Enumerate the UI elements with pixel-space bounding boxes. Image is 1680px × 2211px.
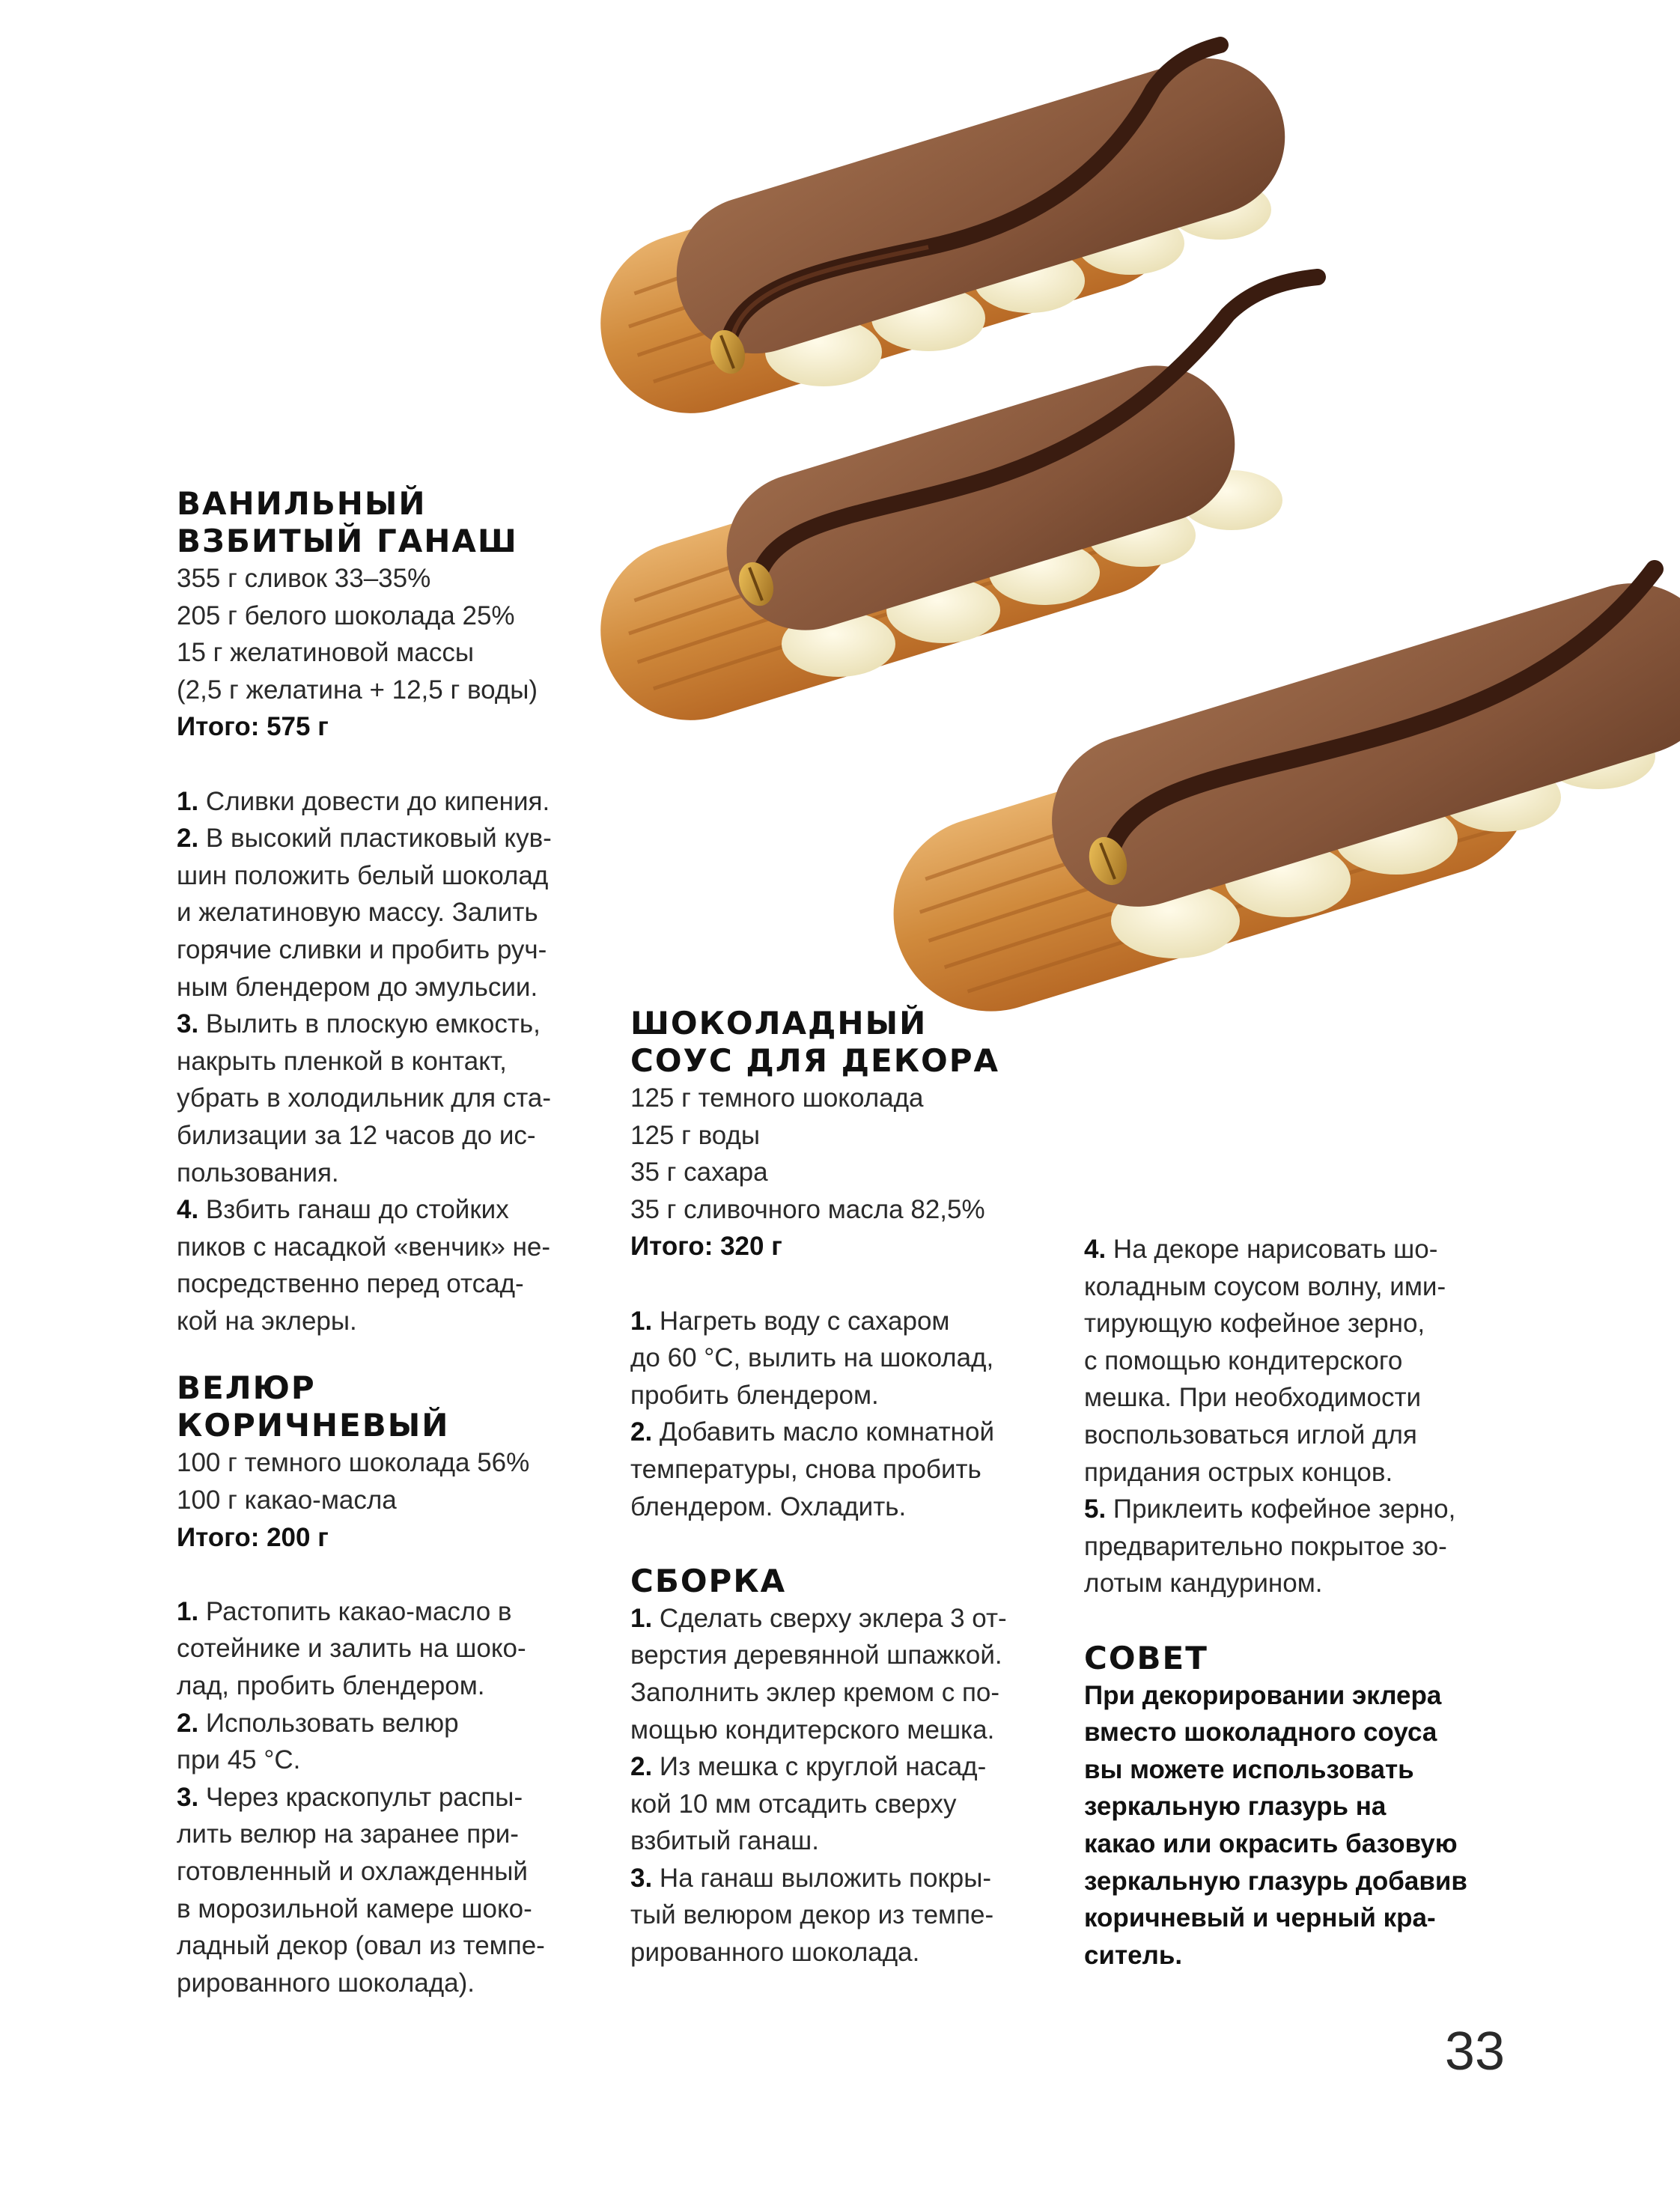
steps-list: 1. Сделать сверху эклера 3 от- верстия деревянной шпажкой. Заполнить эклер кремом с по- мощью кондитерского мешка. 2. Из мешка с круглой насад- кой 10 мм отсадить сверху взбитый ганаш. 3. На ганаш выложить покры- тый велюром декор из темпе- рированного шоколада. [630, 1600, 1065, 1971]
advice-text: При декорировании эклера вместо шоколадного соуса вы можете использовать зеркальную глазурь на какао или окрасить базовую зеркальную глазурь добавив коричневый и черный кра- ситель. [1084, 1680, 1467, 1970]
steps-list: 4. На декоре нарисовать шо- коладным соусом волну, ими- тирующую кофейное зерно, с помощью кондитерского мешка. При необходимости воспользоваться иглой для придания острых концов. 5. Приклеить кофейное зерно, предварительно покрытое зо- лотым кандурином. [1084, 1231, 1518, 1602]
heading-brown-velour: ВЕЛЮР КОРИЧНЕВЫЙ [177, 1369, 450, 1444]
ingredient-line: 35 г сахара [630, 1158, 768, 1187]
ingredient-line: 100 г какао-масла [177, 1485, 397, 1515]
step-item: 3. На ганаш выложить покры- [630, 1863, 992, 1893]
step-item: 1. Сливки довести до кипения. [177, 786, 550, 816]
ingredient-line: 15 г желатиновой массы [177, 638, 474, 668]
total-line: Итого: 320 г [630, 1232, 782, 1262]
page-number: 33 [1444, 2022, 1505, 2081]
step-item: 3. Через краскопульт распы- [177, 1782, 523, 1812]
step-item: 1. Растопить какао-масло в [177, 1596, 512, 1626]
heading-assembly: СБОРКА [630, 1562, 787, 1599]
step-item: 2. Из мешка с круглой насад- [630, 1752, 987, 1782]
ingredient-line: (2,5 г желатина + 12,5 г воды) [177, 675, 538, 705]
ingredient-line: 125 г воды [630, 1120, 761, 1150]
step-item: 2. Использовать велюр [177, 1708, 459, 1738]
ingredient-line: 205 г белого шоколада 25% [177, 600, 515, 630]
ingredient-line: 35 г сливочного масла 82,5% [630, 1194, 985, 1224]
step-item: 4. На декоре нарисовать шо- [1084, 1235, 1438, 1264]
eclair-back [578, 39, 1304, 436]
step-item: 2. Добавить масло комнатной [630, 1417, 994, 1447]
step-item: 1. Сделать сверху эклера 3 от- [630, 1603, 1007, 1633]
step-item: 1. Нагреть воду с сахаром [630, 1306, 950, 1336]
total-line: Итого: 200 г [177, 1522, 329, 1552]
step-item: 3. Вылить в плоскую емкость, [177, 1009, 541, 1039]
heading-vanilla-ganache: ВАНИЛЬНЫЙ ВЗБИТЫЙ ГАНАШ [177, 485, 518, 559]
heading-advice: СОВЕТ [1084, 1639, 1208, 1676]
eclair-front [869, 562, 1680, 1035]
ingredient-line: 355 г сливок 33–35% [177, 564, 431, 593]
column-right [1084, 1231, 1518, 1974]
steps-list: 1. Сливки довести до кипения. 2. В высокий пластиковый кув- шин положить белый шоколад и желатиновую массу. Залить горячие сливки и пробить руч- ным блендером до эмульсии. 3. Вылить в плоскую емкость, накрыть пленкой в контакт, убрать в холодильник для ста- билизации за 12 часов до ис- пользования. 4. Взбить ганаш до стойких пиков с насадкой «венчик» не- посредственно перед отсад- кой на эклеры. [177, 783, 596, 1340]
ingredient-line: 125 г темного шоколада [630, 1083, 924, 1113]
eclairs-photo [419, 0, 1680, 1168]
step-item: 2. В высокий пластиковый кув- [177, 824, 552, 854]
steps-list: 1. Растопить какао-масло в сотейнике и залить на шоко- лад, пробить блендером. 2. Использовать велюр при 45 °С. 3. Через краскопульт распы- лить велюр на заранее при- готовленный и охлажденный в морозильной камере шоко- ладный декор (овал из темпе- рированного шоколада). [177, 1593, 596, 2002]
ingredient-line: 100 г темного шоколада 56% [177, 1448, 530, 1478]
step-item: 4. Взбить ганаш до стойких [177, 1195, 509, 1225]
column-left [177, 485, 596, 2001]
step-item: 5. Приклеить кофейное зерно, [1084, 1494, 1456, 1524]
heading-chocolate-sauce: ШОКОЛАДНЫЙ СОУС ДЛЯ ДЕКОРА [630, 1005, 1000, 1079]
total-line: Итого: 575 г [177, 712, 329, 742]
column-middle [630, 1005, 1065, 1971]
steps-list: 1. Нагреть воду с сахаром до 60 °С, вылить на шоколад, пробить блендером. 2. Добавить масло комнатной температуры, снова пробить блендером. Охладить. [630, 1303, 1065, 1526]
